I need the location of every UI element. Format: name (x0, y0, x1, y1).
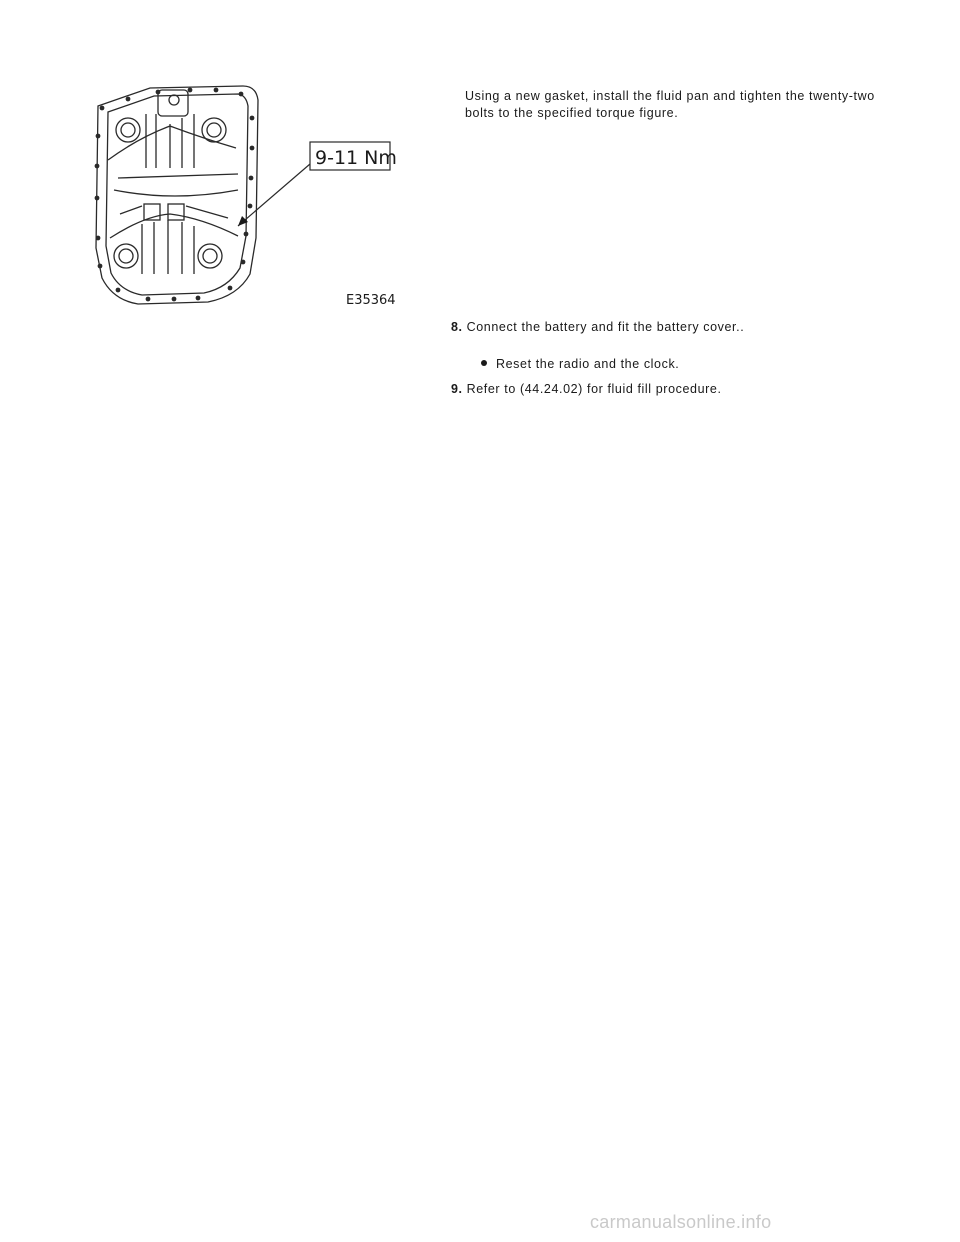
step-9-text: Refer to (44.24.02) for fluid fill procedure. (466, 382, 722, 396)
pan-outline (96, 86, 258, 304)
step-8-text: Connect the battery and fit the battery cover.. (466, 320, 745, 334)
bullet-text: Reset the radio and the clock. (496, 357, 680, 371)
site-watermark: carmanualsonline.info (590, 1212, 772, 1232)
figure-code: E35364 (346, 293, 396, 308)
intro-instruction: Using a new gasket, install the fluid pan and tighten the twenty-two bolts to the specified torque figure. (465, 89, 875, 120)
step-9 (451, 381, 722, 398)
fluid-pan-illustration (78, 78, 408, 314)
torque-label: 9-11 Nm (315, 147, 397, 169)
pan-flange (106, 94, 248, 295)
bullet-icon (481, 360, 487, 366)
step-8 (451, 319, 744, 336)
step-9-number: 9. (451, 382, 463, 396)
step-8-number: 8. (451, 320, 463, 334)
bullet-item (481, 356, 679, 373)
